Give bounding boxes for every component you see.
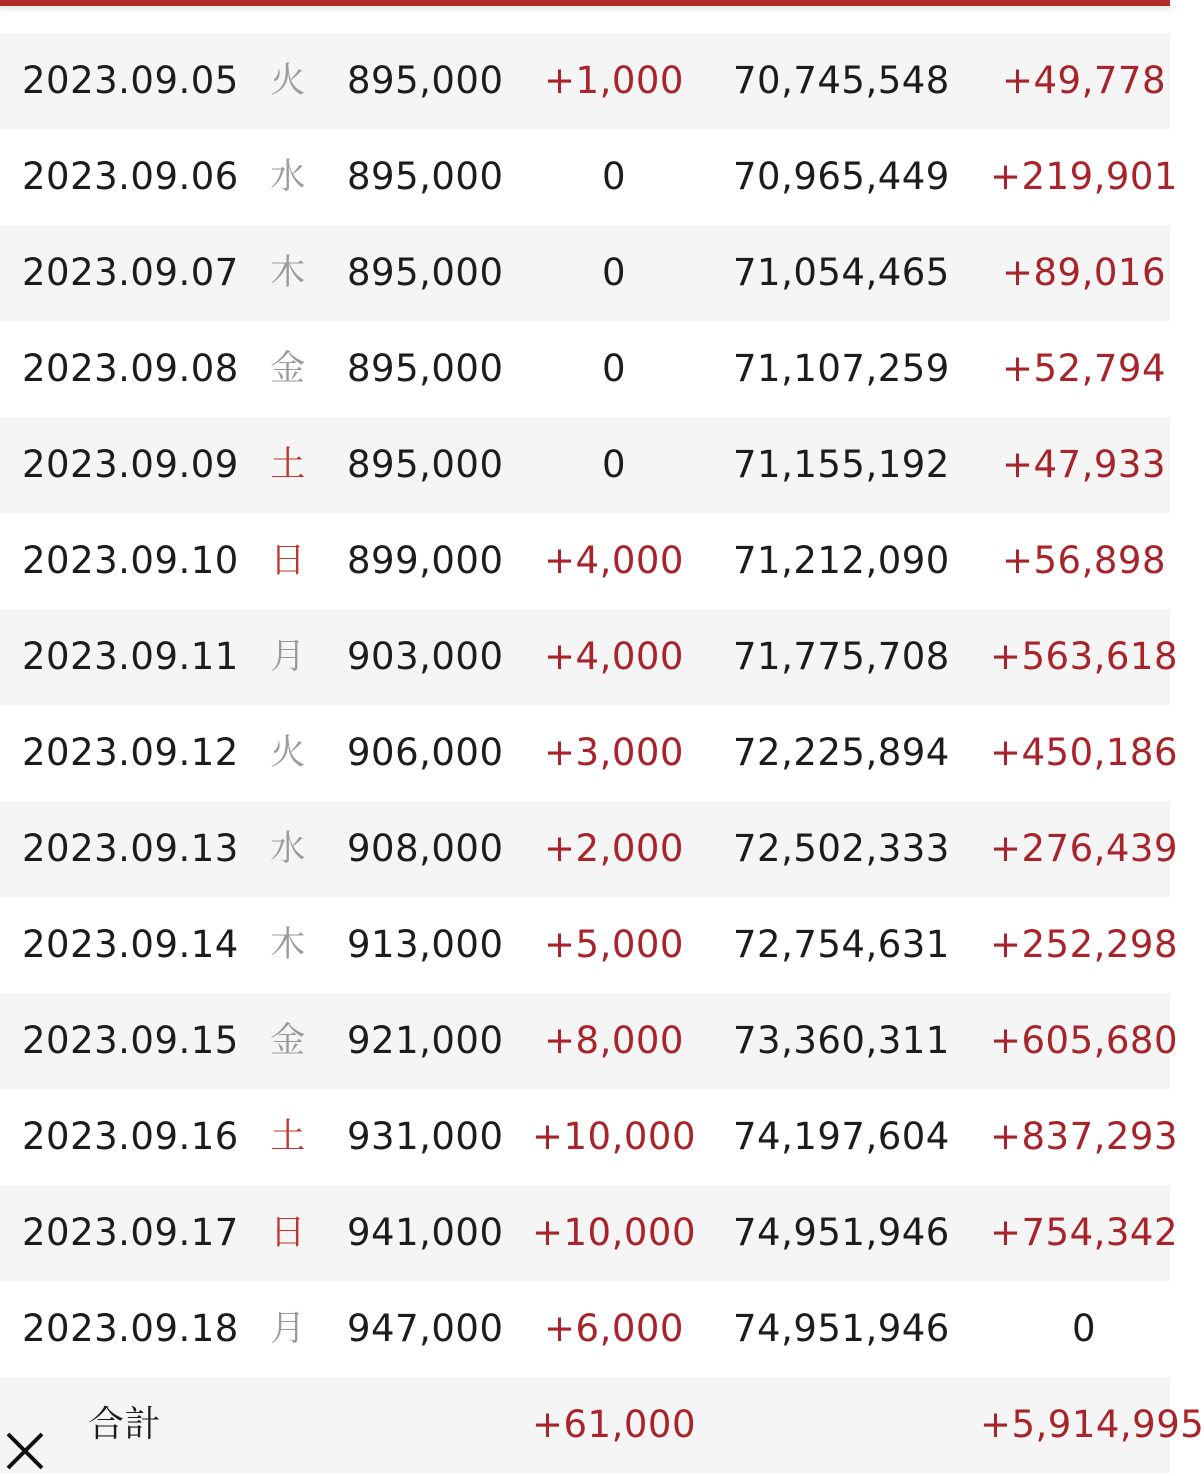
close-icon[interactable] [2, 1428, 46, 1472]
date-cell: 2023.09.05 [22, 59, 239, 102]
table-row [0, 513, 1170, 609]
change-cell: +8,000 [544, 1019, 684, 1062]
total-cell: 70,745,548 [733, 59, 950, 102]
table-row [0, 801, 1178, 897]
change-cell: +3,000 [544, 731, 684, 774]
summary-row [0, 1377, 1204, 1473]
diff-cell: +56,898 [1002, 539, 1166, 582]
diff-cell: +837,293 [989, 1115, 1178, 1158]
diff-cell: +49,778 [1002, 59, 1166, 102]
change-cell: +4,000 [544, 539, 684, 582]
date-cell: 2023.09.14 [22, 923, 239, 966]
total-cell: 74,197,604 [733, 1115, 950, 1158]
change-cell: +5,000 [544, 923, 684, 966]
table-row [0, 993, 1178, 1089]
price-cell: 899,000 [347, 539, 504, 582]
day-of-week-cell: 日 [270, 1213, 306, 1253]
table-body [0, 33, 1178, 1377]
date-cell: 2023.09.07 [22, 251, 239, 294]
change-cell: 0 [601, 347, 627, 390]
day-of-week-cell: 月 [270, 637, 306, 677]
summary-diff: +5,914,995 [980, 1403, 1204, 1446]
table-row [0, 897, 1178, 993]
table-row [0, 129, 1178, 225]
day-of-week-cell: 月 [270, 1309, 306, 1349]
price-cell: 895,000 [347, 155, 504, 198]
change-cell: 0 [601, 251, 627, 294]
date-cell: 2023.09.08 [22, 347, 239, 390]
diff-cell: +605,680 [989, 1019, 1178, 1062]
table-row [0, 225, 1170, 321]
total-cell: 71,155,192 [733, 443, 950, 486]
table-row [0, 1089, 1178, 1185]
day-of-week-cell: 土 [270, 445, 306, 485]
table-row [0, 609, 1178, 705]
total-cell: 71,212,090 [733, 539, 950, 582]
price-cell: 921,000 [347, 1019, 504, 1062]
date-cell: 2023.09.12 [22, 731, 239, 774]
date-cell: 2023.09.13 [22, 827, 239, 870]
price-cell: 947,000 [347, 1307, 504, 1350]
diff-cell: +276,439 [989, 827, 1178, 870]
change-cell: +10,000 [532, 1211, 696, 1254]
price-cell: 895,000 [347, 443, 504, 486]
change-cell: 0 [601, 443, 627, 486]
table-row [0, 1185, 1178, 1281]
day-of-week-cell: 金 [270, 349, 306, 389]
day-of-week-cell: 日 [270, 541, 306, 581]
change-cell: +4,000 [544, 635, 684, 678]
price-cell: 941,000 [347, 1211, 504, 1254]
total-cell: 73,360,311 [733, 1019, 950, 1062]
date-cell: 2023.09.11 [22, 635, 239, 678]
total-cell: 70,965,449 [733, 155, 950, 198]
day-of-week-cell: 水 [270, 829, 306, 869]
diff-cell: +252,298 [989, 923, 1178, 966]
total-cell: 71,054,465 [733, 251, 950, 294]
diff-cell: +47,933 [1002, 443, 1166, 486]
price-cell: 906,000 [347, 731, 504, 774]
total-cell: 72,502,333 [733, 827, 950, 870]
total-cell: 72,754,631 [733, 923, 950, 966]
price-cell: 895,000 [347, 59, 504, 102]
date-cell: 2023.09.17 [22, 1211, 239, 1254]
total-cell: 71,107,259 [733, 347, 950, 390]
date-cell: 2023.09.06 [22, 155, 239, 198]
diff-cell: +52,794 [1002, 347, 1166, 390]
diff-cell: +563,618 [989, 635, 1178, 678]
table-row [0, 417, 1170, 513]
date-cell: 2023.09.15 [22, 1019, 239, 1062]
day-of-week-cell: 火 [270, 61, 306, 101]
summary-change: +61,000 [532, 1403, 696, 1446]
change-cell: +2,000 [544, 827, 684, 870]
day-of-week-cell: 金 [270, 1021, 306, 1061]
total-cell: 72,225,894 [733, 731, 950, 774]
table-row [0, 705, 1178, 801]
total-cell: 74,951,946 [733, 1307, 950, 1350]
price-cell: 913,000 [347, 923, 504, 966]
change-cell: 0 [601, 155, 627, 198]
table-row [0, 33, 1170, 129]
change-cell: +6,000 [544, 1307, 684, 1350]
total-cell: 74,951,946 [733, 1211, 950, 1254]
day-of-week-cell: 火 [270, 733, 306, 773]
date-cell: 2023.09.09 [22, 443, 239, 486]
day-of-week-cell: 土 [270, 1117, 306, 1157]
price-cell: 931,000 [347, 1115, 504, 1158]
table-row [0, 321, 1170, 417]
price-history-table [0, 33, 1204, 1473]
diff-cell: 0 [1071, 1307, 1097, 1350]
diff-cell: +219,901 [989, 155, 1178, 198]
price-cell: 895,000 [347, 251, 504, 294]
day-of-week-cell: 水 [270, 157, 306, 197]
diff-cell: +89,016 [1002, 251, 1166, 294]
price-cell: 908,000 [347, 827, 504, 870]
price-cell: 903,000 [347, 635, 504, 678]
change-cell: +10,000 [532, 1115, 696, 1158]
price-cell: 895,000 [347, 347, 504, 390]
day-of-week-cell: 木 [270, 925, 306, 965]
total-cell: 71,775,708 [733, 635, 950, 678]
date-cell: 2023.09.18 [22, 1307, 239, 1350]
change-cell: +1,000 [544, 59, 684, 102]
day-of-week-cell: 木 [270, 253, 306, 293]
table-row [0, 1281, 1170, 1377]
summary-label: 合計 [88, 1404, 162, 1445]
date-cell: 2023.09.10 [22, 539, 239, 582]
date-cell: 2023.09.16 [22, 1115, 239, 1158]
diff-cell: +754,342 [989, 1211, 1178, 1254]
diff-cell: +450,186 [989, 731, 1178, 774]
top-accent-bar [0, 0, 1170, 6]
